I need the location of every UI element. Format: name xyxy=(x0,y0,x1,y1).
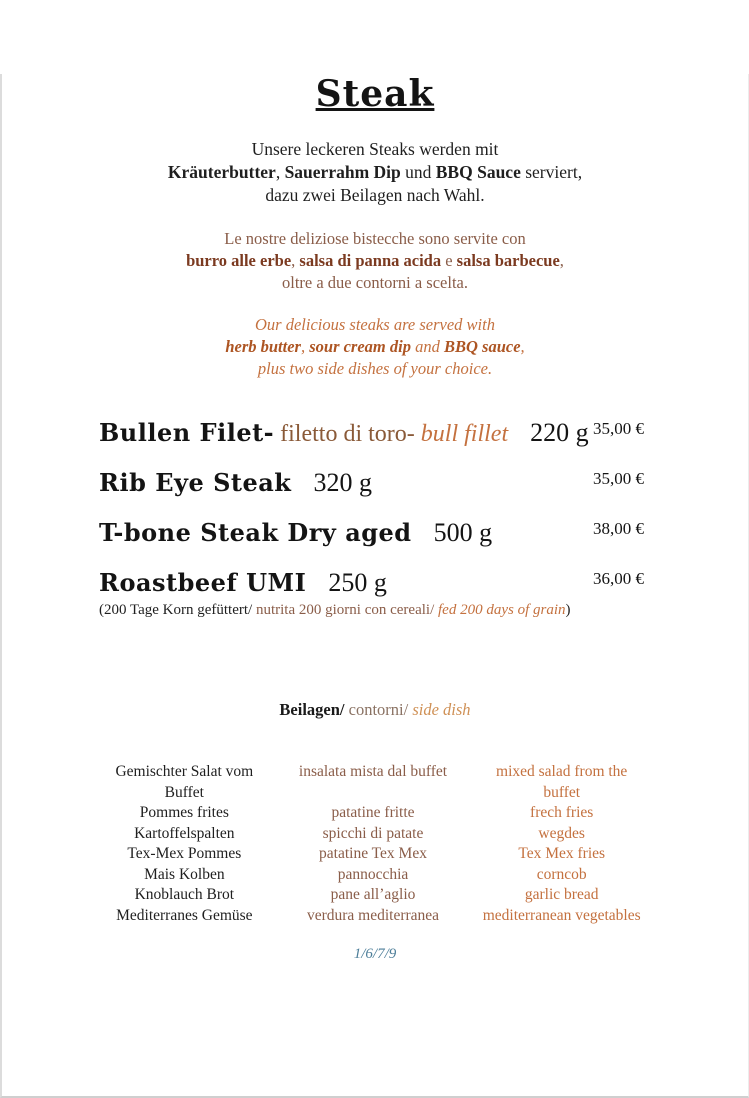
side-dish-line: corncob xyxy=(536,865,587,883)
intro-it-bold3: salsa barbecue xyxy=(456,251,560,270)
side-dishes-columns xyxy=(90,762,656,926)
side-dish-line: mixed salad from the xyxy=(496,763,628,780)
intro-de-sep3: serviert, xyxy=(520,162,583,182)
item-note-german: (200 Tage Korn gefüttert/ xyxy=(99,602,256,618)
page-title: Steak xyxy=(315,73,435,115)
item-note xyxy=(99,601,644,620)
side-dish-line: garlic bread xyxy=(524,886,599,903)
side-dish-line: buffet xyxy=(543,783,581,801)
intro-it-line3: oltre a due contorni a scelta. xyxy=(281,273,468,292)
menu-items xyxy=(99,416,644,620)
side-dish-line: Tex-Mex Pommes xyxy=(127,845,242,862)
side-dish-line: Kartoffelspalten xyxy=(134,824,235,842)
item-name-italian: filetto di toro- xyxy=(274,421,421,447)
side-dishes-column-german xyxy=(90,762,279,926)
item-price: 35,00 € xyxy=(593,419,644,438)
intro-en-bold2: sour cream dip xyxy=(309,337,411,356)
side-dish-line: pannocchia xyxy=(337,865,409,883)
intro-en-sep2: and xyxy=(410,337,444,356)
item-name xyxy=(99,516,492,550)
side-dish-line: wegdes xyxy=(538,824,585,842)
side-dishes-column-italian xyxy=(279,762,468,926)
item-weight: 500 g xyxy=(433,518,493,547)
item-note-close-paren: ) xyxy=(565,602,571,618)
item-main-row xyxy=(99,566,644,600)
item-price: 36,00 € xyxy=(593,569,644,588)
intro-paragraph-english xyxy=(2,314,748,380)
item-name-german: T-bone Steak Dry aged xyxy=(99,518,412,547)
intro-de-line2 xyxy=(2,161,748,184)
intro-it-sep1: , xyxy=(291,251,300,270)
intro-it-line2 xyxy=(2,250,748,272)
side-dish-line: Pommes frites xyxy=(139,804,229,821)
intro-it-bold1: burro alle erbe xyxy=(186,251,292,270)
side-dish-line: patatine fritte xyxy=(331,804,415,821)
side-dish-line: mediterranean vegetables xyxy=(482,906,641,924)
side-dish-line: insalata mista dal buffet xyxy=(298,763,448,780)
intro-en-sep1: , xyxy=(300,337,310,356)
item-name-english: bull fillet xyxy=(420,421,509,447)
intro-en-line1: Our delicious steaks are served with xyxy=(255,315,495,334)
side-dish-line: Buffet xyxy=(164,783,204,801)
item-weight: 220 g xyxy=(530,418,589,447)
item-name-german: Bullen Filet- xyxy=(99,418,275,447)
intro-paragraph-german xyxy=(2,138,748,207)
intro-de-bold2: Sauerrahm Dip xyxy=(284,162,401,182)
intro-de-line1: Unsere leckeren Steaks werden mit xyxy=(251,139,499,159)
item-weight: 250 g xyxy=(328,568,387,597)
intro-en-line2 xyxy=(2,336,748,358)
side-dish-line: Tex Mex fries xyxy=(518,845,606,862)
side-dishes-column-english xyxy=(467,762,656,926)
intro-en-bold1: herb butter xyxy=(225,337,301,356)
intro-de-bold1: Kräuterbutter xyxy=(167,162,276,182)
side-dish-line: verdura mediterranea xyxy=(306,906,440,924)
side-dish-line: patatine Tex Mex xyxy=(319,845,427,862)
intro-de-sep2: und xyxy=(400,162,436,182)
intro-de-line3: dazu zwei Beilagen nach Wahl. xyxy=(265,185,485,205)
sides-header-german: Beilagen/ xyxy=(279,700,345,719)
sides-header-english: side dish xyxy=(408,700,471,719)
menu-item-bullen-filet xyxy=(99,416,644,466)
intro-de-bold3: BBQ Sauce xyxy=(435,162,521,182)
item-price: 38,00 € xyxy=(593,519,644,538)
intro-it-sep2: e xyxy=(441,251,457,270)
intro-en-line3: plus two side dishes of your choice. xyxy=(257,359,493,378)
sides-header-italian: contorni/ xyxy=(344,700,409,719)
intro-it-sep3: , xyxy=(559,251,564,270)
side-dish-line: frech fries xyxy=(530,804,594,821)
item-note-english: fed 200 days of grain xyxy=(438,602,566,618)
intro-it-bold2: salsa di panna acida xyxy=(299,251,442,270)
side-dish-line: pane all’aglio xyxy=(330,886,416,903)
page-number: 1/6/7/9 xyxy=(353,946,397,962)
item-name xyxy=(99,466,372,500)
intro-paragraph-italian xyxy=(2,228,748,294)
intro-en-bold3: BBQ sauce xyxy=(443,337,521,356)
item-name-german: Rib Eye Steak xyxy=(99,468,292,497)
menu-item-roastbeef xyxy=(99,566,644,620)
menu-item-rib-eye xyxy=(99,466,644,516)
item-name-german: Roastbeef UMI xyxy=(99,568,307,597)
item-name xyxy=(99,416,589,451)
side-dishes-header xyxy=(2,700,748,720)
side-dish-line: Knoblauch Brot xyxy=(134,886,235,903)
side-dish-line xyxy=(279,783,468,804)
item-note-italian: nutrita 200 giorni con cereali/ xyxy=(255,602,438,618)
intro-de-sep1: , xyxy=(275,162,285,182)
side-dish-line: Mediterranes Gemüse xyxy=(116,906,253,924)
item-name xyxy=(99,566,387,600)
intro-it-line1: Le nostre deliziose bistecche sono servite con xyxy=(224,229,526,248)
side-dish-line: spicchi di patate xyxy=(322,824,424,842)
side-dish-line: Mais Kolben xyxy=(144,865,225,883)
intro-en-sep3: , xyxy=(520,337,525,356)
item-price: 35,00 € xyxy=(593,469,644,488)
menu-page xyxy=(0,74,749,1098)
side-dish-line: Gemischter Salat vom xyxy=(115,763,254,780)
menu-item-t-bone xyxy=(99,516,644,566)
item-weight: 320 g xyxy=(313,468,372,497)
